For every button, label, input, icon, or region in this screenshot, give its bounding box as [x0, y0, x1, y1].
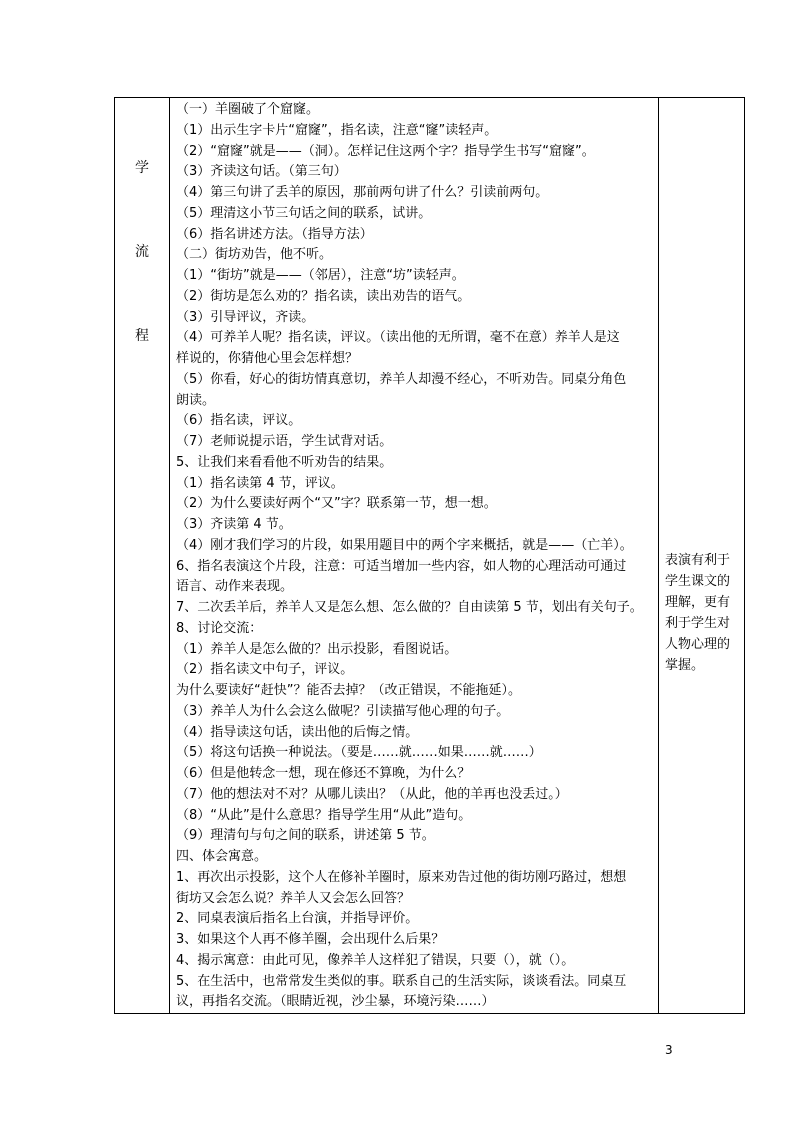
content-line: （7）他的想法对不对？从哪儿读出？（从此，他的羊再也没丢过。） [176, 786, 568, 802]
content-line: （2）为什么要读好两个“又”字？联系第一节，想一想。 [176, 496, 497, 512]
content-line: （4）指导读这句话，读出他的后悔之情。 [176, 724, 419, 740]
content-line: 1、再次出示投影，这个人在修补羊圈时，原来劝告过他的街坊刚巧路过，想想 [176, 869, 627, 885]
content-line: （1）指名读第 4 节，评议。 [176, 475, 344, 491]
stage-column [115, 98, 170, 1013]
content-line: （4）刚才我们学习的片段，如果用题目中的两个字来概括，就是——（亡羊）。 [176, 537, 633, 553]
content-line: 7、二次丢羊后，养羊人又是怎么想、怎么做的？自由读第 5 节，划出有关句子。 [176, 600, 643, 615]
content-line: （5）理清这小节三句话之间的联系，试讲。 [176, 205, 432, 221]
content-line: 5、在生活中，也常常发生类似的事。联系自己的生活实际，谈谈看法。同桌互 [176, 973, 627, 989]
page-number: 3 [665, 1043, 673, 1057]
remark-column [658, 98, 744, 1013]
content-line: （6）但是他转念一想，现在修还不算晚，为什么？ [176, 766, 471, 781]
content-line: （1）“街坊”就是——（邻居），注意“坊”读轻声。 [176, 268, 465, 283]
content-line: 街坊又会怎么说？养羊人又会怎么回答？ [176, 890, 411, 906]
content-line: （3）齐读第 4 节。 [176, 517, 292, 532]
lesson-table [114, 97, 745, 1014]
content-line: （6）指名读，评议。 [176, 413, 302, 429]
content-line: （9）理清句与句之间的联系，讲述第 5 节。 [176, 828, 435, 844]
content-line: 6、指名表演这个片段，注意：可适当增加一些内容，如人物的心理活动可通过 [176, 558, 627, 574]
content-line: （6）指名讲述方法。（指导方法） [176, 226, 373, 242]
content-line: 3、如果这个人再不修羊圈，会出现什么后果？ [176, 932, 445, 947]
content-line: （8）“从此”是什么意思？指导学生用“从此”造句。 [176, 807, 472, 823]
content-line: 8、讨论交流： [176, 620, 263, 636]
stage-char-3: 程 [135, 328, 149, 344]
stage-char-2: 流 [135, 244, 149, 260]
content-line: 样说的，你猜他心里会怎样想？ [176, 351, 359, 366]
content-line: （一）羊圈破了个窟窿。 [176, 102, 320, 117]
content-line: （2）街坊是怎么劝的？指名读，读出劝告的语气。 [176, 288, 471, 304]
content-lines [176, 100, 652, 1013]
content-line: 5、让我们来看看他不听劝告的结果。 [176, 454, 393, 470]
content-column [170, 98, 658, 1013]
content-line: （3）养羊人为什么会这么做呢？引读描写他心理的句子。 [176, 703, 510, 719]
stage-char-1: 学 [135, 160, 149, 176]
content-line: （7）老师说提示语，学生试背对话。 [176, 434, 393, 449]
content-line: （二）街坊劝告，他不听。 [176, 247, 333, 263]
content-line: （3）引导评议，齐读。 [176, 309, 315, 325]
content-line: 议，再指名交流。（眼睛近视，沙尘暴，环境污染……） [176, 994, 495, 1010]
content-line: （3）齐读这句话。（第三句） [176, 164, 347, 180]
content-line: 语言、动作来表现。 [176, 579, 294, 595]
content-line: （2）指名读文中句子，评议。 [176, 662, 354, 678]
content-line: （1）出示生字卡片“窟窿”，指名读，注意“窿”读轻声。 [176, 122, 498, 138]
content-line: 朗读。 [176, 392, 216, 408]
content-line: （1）养羊人是怎么做的？出示投影，看图说话。 [176, 641, 458, 657]
content-line: （5）你看，好心的街坊情真意切，养羊人却漫不经心，不听劝告。同桌分角色 [176, 371, 627, 387]
content-line: （2）“窟窿”就是——（洞）。怎样记住这两个字？指导学生书写“窟窿”。 [176, 143, 595, 159]
content-line: 为什么要读好“赶快”？能否去掉？（改正错误，不能拖延）。 [176, 683, 521, 698]
content-line: 四、体会寓意。 [176, 849, 268, 864]
content-line: 2、同桌表演后指名上台演，并指导评价。 [176, 911, 419, 927]
content-line: （4）可养羊人呢？指名读，评议。（读出他的无所谓，毫不在意）养羊人是这 [176, 330, 620, 346]
remark-text: 表演有利于学生课文的理解，更有利于学生对人物心理的掌握。 [665, 553, 731, 673]
content-line: 4、揭示寓意：由此可见，像养羊人这样犯了错误，只要（），就（）。 [176, 952, 575, 968]
content-line: （4）第三句讲了丢羊的原因，那前两句讲了什么？引读前两句。 [176, 185, 549, 200]
content-line: （5）将这句话换一种说法。（要是……就……如果……就……） [176, 745, 542, 761]
